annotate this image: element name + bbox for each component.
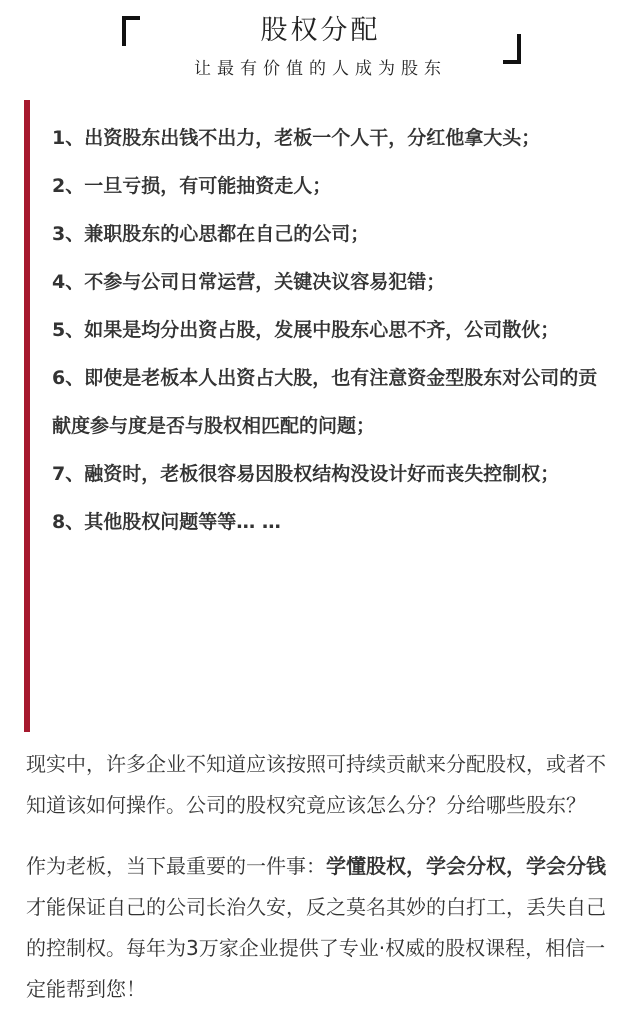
- list-item: 6、即使是老板本人出资占大股，也有注意资金型股东对公司的贡献度参与度是否与股权相匹配的问题；: [52, 367, 598, 437]
- header: [0, 0, 641, 90]
- body-text: [26, 744, 622, 1030]
- paragraph-reality: 现实中，许多企业不知道应该按照可持续贡献来分配股权，或者不知道该如何操作。公司的股权究竟应该怎么分？分给哪些股东？: [26, 752, 606, 817]
- corner-bracket-bottom-right: [503, 34, 521, 64]
- list-item: 5、如果是均分出资占股，发展中股东心思不齐，公司散伙；: [52, 319, 560, 341]
- list-item: 3、兼职股东的心思都在自己的公司；: [52, 223, 370, 245]
- paragraph-advice: [26, 846, 622, 1010]
- list-item: 1、出资股东出钱不出力，老板一个人干，分红他拿大头；: [52, 127, 541, 149]
- advice-lead: 作为老板，当下最重要的一件事：: [26, 854, 326, 878]
- list-item: 8、其他股权问题等等… …: [52, 511, 281, 533]
- list-item: 7、融资时，老板很容易因股权结构没设计好而丧失控制权；: [52, 463, 560, 485]
- page-subtitle: 让最有价值的人成为股东: [194, 59, 447, 79]
- list-item: 2、一旦亏损，有可能抽资走人；: [52, 175, 332, 197]
- advice-rest: 才能保证自己的公司长治久安，反之莫名其妙的白打工，丢失自己的控制权。每年为3万家企业提供了专业·权威的股权课程，相信一定能帮到您！: [26, 895, 606, 1001]
- problem-list: [24, 100, 624, 732]
- page-title: 股权分配: [260, 15, 381, 46]
- list-item: 4、不参与公司日常运营，关键决议容易犯错；: [52, 271, 446, 293]
- advice-highlight: 学懂股权，学会分权，学会分钱: [326, 854, 606, 878]
